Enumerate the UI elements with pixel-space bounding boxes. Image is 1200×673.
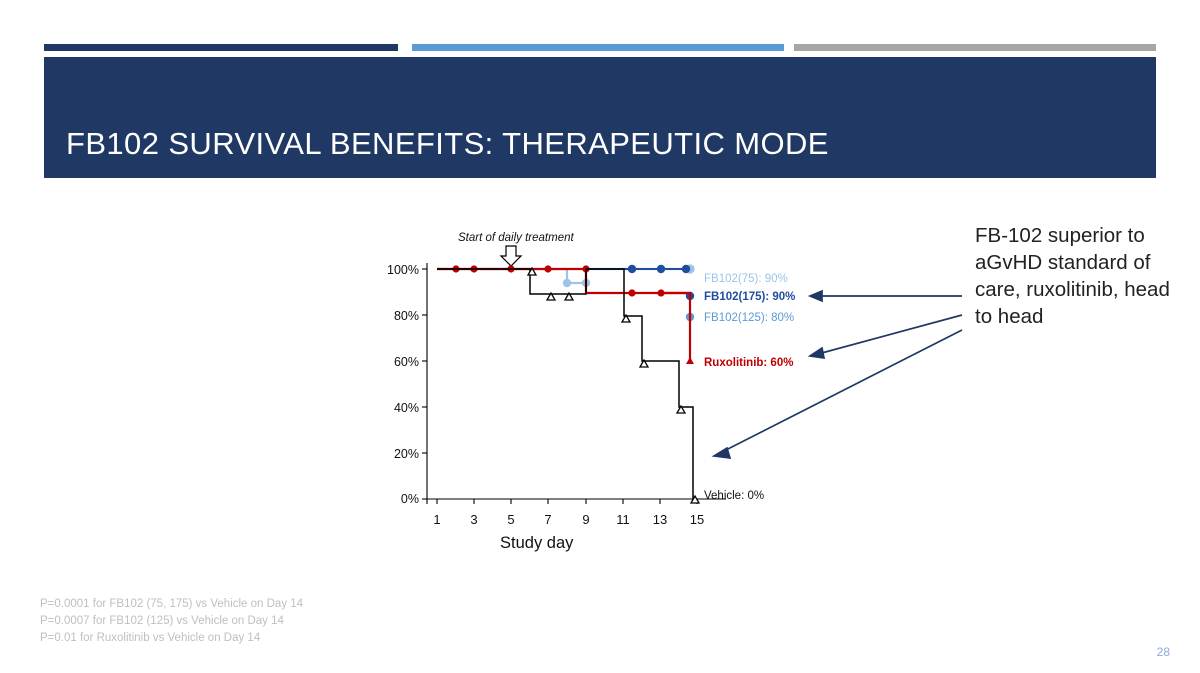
svg-text:15: 15 bbox=[689, 512, 705, 527]
page-number: 28 bbox=[1156, 645, 1170, 659]
series-label-fb102-75: FB102(75): 90% bbox=[704, 273, 788, 285]
series-label-fb102-125: FB102(125): 80% bbox=[704, 312, 795, 324]
svg-text:40%: 40% bbox=[393, 401, 419, 415]
svg-text:100%: 100% bbox=[387, 263, 419, 277]
svg-text:9: 9 bbox=[582, 512, 590, 527]
y-axis-tick-labels bbox=[387, 263, 419, 506]
axis-ticks bbox=[422, 269, 697, 504]
footnote-3: P=0.01 for Ruxolitinib vs Vehicle on Day 14 bbox=[40, 632, 261, 644]
svg-text:3: 3 bbox=[470, 512, 478, 527]
series-line-vehicle bbox=[437, 269, 693, 499]
series-label-fb102-175: FB102(175): 90% bbox=[704, 291, 796, 303]
svg-text:20%: 20% bbox=[393, 447, 419, 461]
svg-text:13: 13 bbox=[652, 512, 668, 527]
svg-text:11: 11 bbox=[616, 512, 630, 527]
x-axis-title: Study day bbox=[500, 534, 574, 552]
series-label-vehicle: Vehicle: 0% bbox=[704, 490, 765, 502]
page-title: FB102 SURVIVAL BENEFITS: THERAPEUTIC MODE bbox=[66, 126, 829, 161]
footnote-1: P=0.0001 for FB102 (75, 175) vs Vehicle on Day 14 bbox=[40, 598, 304, 610]
svg-text:60%: 60% bbox=[393, 355, 419, 369]
svg-text:1: 1 bbox=[433, 512, 441, 527]
start-of-treatment-annotation: Start of daily treatment bbox=[458, 232, 574, 244]
footnotes bbox=[40, 596, 303, 647]
footnote-2: P=0.0007 for FB102 (125) vs Vehicle on Day 14 bbox=[40, 615, 284, 627]
series-label-ruxolitinib: Ruxolitinib: 60% bbox=[704, 357, 794, 369]
svg-text:80%: 80% bbox=[393, 309, 419, 323]
x-axis-tick-labels bbox=[433, 512, 704, 527]
callout-text: FB-102 superior to aGvHD standard of care, ruxolitinib, head to head bbox=[975, 224, 1170, 328]
start-of-treatment-arrow bbox=[501, 246, 521, 266]
svg-text:0%: 0% bbox=[400, 492, 419, 506]
svg-text:5: 5 bbox=[507, 512, 515, 527]
series-markers-vehicle bbox=[528, 268, 699, 503]
callout-arrows bbox=[714, 291, 962, 458]
svg-text:7: 7 bbox=[544, 512, 552, 527]
